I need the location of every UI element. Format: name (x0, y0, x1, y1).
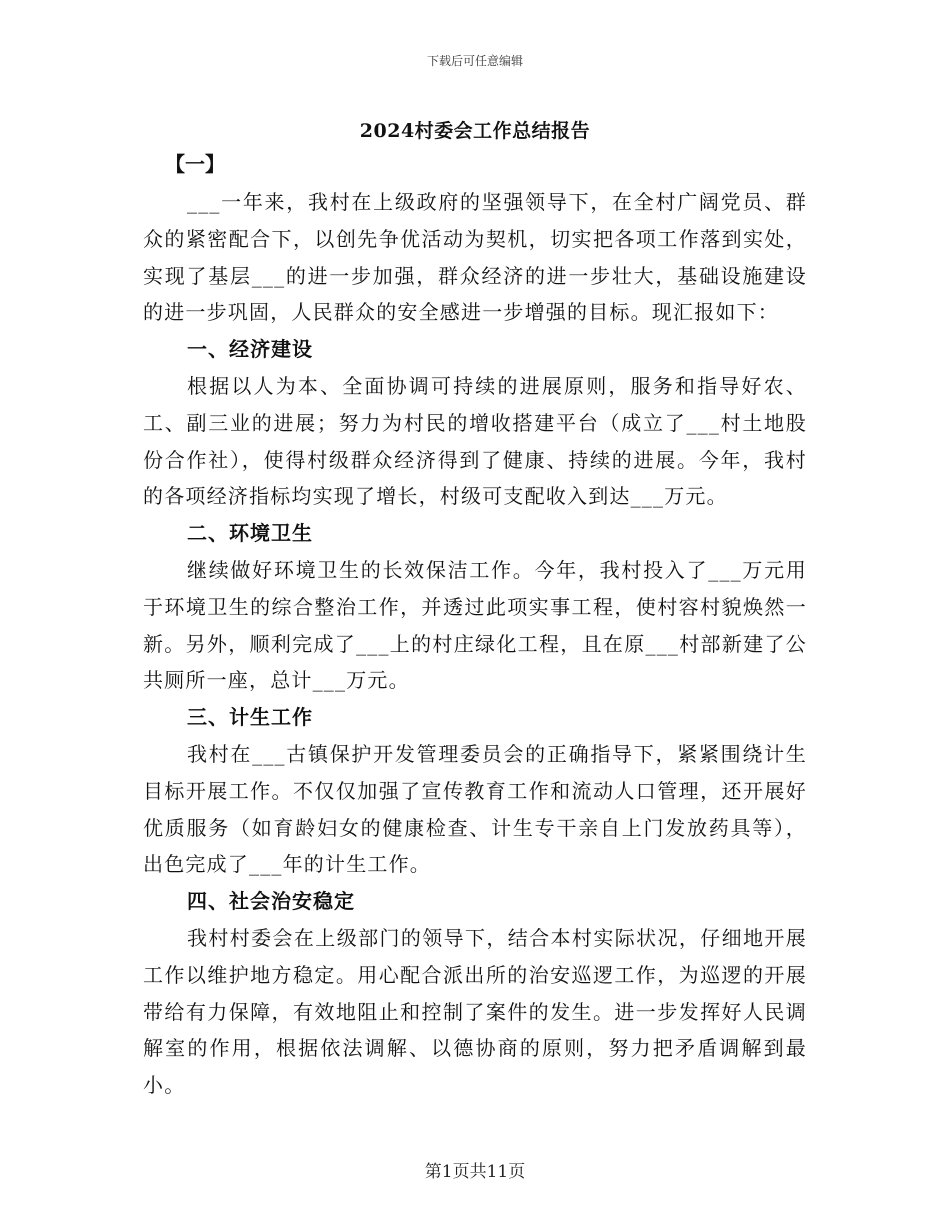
section-marker: 【一】 (165, 152, 225, 176)
section-body-environment: 继续做好环境卫生的长效保洁工作。今年，我村投入了___万元用于环境卫生的综合整治工作，并透过此项实事工程，使村容村貌焕然一新。另外，顺利完成了___上的村庄绿化工程，且在原___村部新建了公共厕所一座，总计___万元。 (143, 557, 807, 693)
section-heading-economy: 一、经济建设 (187, 337, 313, 362)
section-body-family-planning: 我村在___古镇保护开发管理委员会的正确指导下，紧紧围绕计生目标开展工作。不仅仅加强了宣传教育工作和流动人口管理，还开展好优质服务（如育龄妇女的健康检查、计生专干亲自上门发放药具等），出色完成了___年的计生工作。 (143, 741, 807, 877)
section-heading-public-security: 四、社会治安稳定 (187, 889, 355, 914)
document-title: 2024村委会工作总结报告 (359, 120, 591, 142)
section-body-economy: 根据以人为本、全面协调可持续的进展原则，服务和指导好农、工、副三业的进展；努力为村民的增收搭建平台（成立了___村土地股份合作社），使得村级群众经济得到了健康、持续的进展。今年，我村的各项经济指标均实现了增长，村级可支配收入到达___万元。 (143, 373, 807, 509)
page-number: 第1页共11页 (424, 1162, 526, 1182)
intro-paragraph: ___一年来，我村在上级政府的坚强领导下，在全村广阔党员、群众的紧密配合下，以创先争优活动为契机，切实把各项工作落到实处，实现了基层___的进一步加强，群众经济的进一步壮大，基础设施建设的进一步巩固，人民群众的安全感进一步增强的目标。现汇报如下： (143, 190, 807, 325)
section-heading-environment: 二、环境卫生 (187, 521, 313, 546)
section-body-public-security: 我村村委会在上级部门的领导下，结合本村实际状况，仔细地开展工作以维护地方稳定。用心配合派出所的治安巡逻工作，为巡逻的开展带给有力保障，有效地阻止和控制了案件的发生。进一步发挥好人民调解室的作用，根据依法调解、以德协商的原则，努力把矛盾调解到最小。 (143, 925, 807, 1098)
section-heading-family-planning: 三、计生工作 (187, 705, 313, 730)
document-body (143, 148, 807, 1104)
header-note: 下载后可任意编辑 (426, 54, 523, 68)
